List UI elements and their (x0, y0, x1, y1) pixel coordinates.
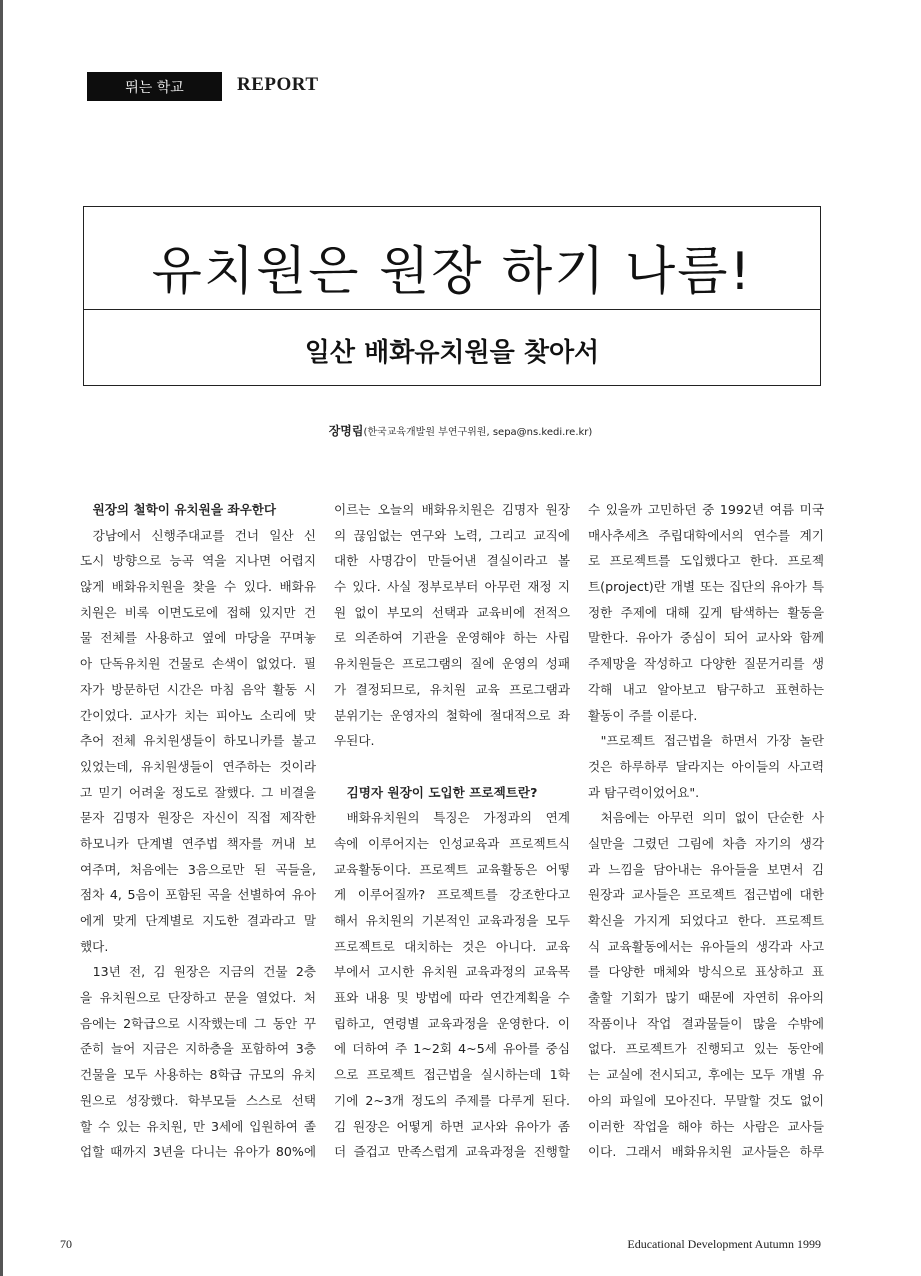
article-line: 속에 이루어지는 인성교육과 프로젝트식 (334, 835, 570, 851)
article-line: 표와 내용 및 방법에 따라 연간계획을 수 (334, 990, 570, 1006)
page-spine-edge (0, 0, 3, 1276)
article-line: 하모니카 단계별 연주법 책자를 꺼내 보 (80, 835, 316, 851)
article-line: 도시 방향으로 능곡 역을 지나면 어렵지 (80, 553, 316, 569)
section-tag: 뛰는 학교 (87, 72, 222, 101)
article-line: 과 느낌을 담아내는 유아들을 보면서 김 (588, 861, 824, 877)
article-line: 이러한 작업을 해야 하는 사람은 교사들 (588, 1118, 824, 1134)
section-heading: 원장의 철학이 유치원을 좌우한다 (80, 502, 277, 517)
article-line: 유치원들은 프로그램의 질에 운영의 성패 (334, 656, 570, 672)
article-line: 가 결정되므로, 유치원 교육 프로그램과 (334, 681, 570, 697)
article-line: 건물을 모두 사용하는 8학급 규모의 유치 (80, 1067, 316, 1083)
article-line: 우된다. (334, 733, 375, 749)
article-line: 추어 전체 유치원생들이 하모니카를 불고 (80, 733, 316, 749)
article-line: 과 탐구력이었어요". (588, 784, 700, 800)
article-line: 13년 전, 김 원장은 지금의 건물 2층 (80, 964, 316, 980)
article-line: 립하고, 연령별 교육과정을 운영한다. 이 (334, 1015, 570, 1031)
article-line: 이다. 그래서 배화유치원 교사들은 하루 (588, 1144, 824, 1160)
article-line: 아의 파일에 모아진다. 무말할 것도 없이 (588, 1092, 824, 1108)
article-line: 아 단독유치원 건물로 손색이 없었다. 필 (80, 656, 316, 672)
page-subtitle: 일산 배화유치원을 찾아서 (304, 338, 600, 368)
article-line: 고 믿기 어려울 정도로 잘했다. 그 비결을 (80, 784, 316, 800)
article-column-1 (80, 497, 316, 1165)
article-line: 교육활동이다. 프로젝트 교육활동은 어떻 (334, 861, 570, 877)
article-line: 말한다. 유아가 중심이 되어 교사와 함께 (588, 630, 824, 646)
article-line: 원장과 교사들은 프로젝트 접근법에 대한 (588, 887, 824, 903)
article-line: 으로 프로젝트 접근법을 실시하는데 1학 (334, 1067, 570, 1083)
report-label: REPORT (237, 74, 319, 95)
article-line: 준히 늘어 지금은 지하층을 포함하여 3층 (80, 1041, 316, 1057)
article-line: 기에 2~3개 정도의 주제를 다루게 된다. (334, 1092, 570, 1108)
article-line: 음에는 2학급으로 시작했는데 그 동안 꾸 (80, 1015, 316, 1031)
title-divider (84, 309, 820, 310)
article-line: 할 수 있는 유치원, 만 3세에 입원하여 졸 (80, 1118, 316, 1134)
article-line: 있었는데, 유치원생들이 연주하는 것이라 (80, 758, 316, 774)
author-affiliation: (한국교육개발원 부연구위원, sepa@ns.kedi.re.kr) (363, 427, 593, 438)
article-line: 작품이나 작업 결과물들이 많을 수밖에 (588, 1015, 824, 1031)
article-line: 수 있을까 고민하던 중 1992년 여름 미국 (588, 502, 824, 517)
article-line: 주제망을 작성하고 다양한 질문거리를 생 (588, 656, 824, 672)
article-line: 여주며, 처음에는 3음으로만 된 곡들을, (80, 861, 316, 877)
article-line: 트(project)란 개별 또는 집단의 유아가 특 (588, 579, 824, 595)
title-box (83, 206, 821, 386)
article-line: 수 있다. 사실 정부로부터 아무런 재정 지 (334, 579, 570, 595)
article-line: 했다. (80, 938, 109, 954)
article-line: 을 유치원으로 단장하고 문을 열었다. 처 (80, 990, 316, 1006)
article-column-2 (334, 497, 570, 1165)
article-line: 부에서 고시한 유치원 교육과정의 교육목 (334, 964, 570, 980)
article-line: 로 프로젝트를 도입했다고 한다. 프로젝 (588, 553, 824, 569)
article-line: 더 즐겁고 만족스럽게 교육과정을 진행할 (334, 1144, 570, 1160)
article-line: 를 다양한 매체와 방식으로 표상하고 표 (588, 964, 824, 980)
article-line: 해서 유치원의 기본적인 교육과정을 모두 (334, 913, 570, 928)
article-line: 매사추세츠 주립대학에서의 연수를 계기 (588, 527, 824, 543)
page-title: 유치원은 원장 하기 나름! (151, 242, 753, 302)
section-heading: 김명자 원장이 도입한 프로젝트란? (334, 784, 538, 800)
article-line: 정한 주제에 대해 깊게 탐색하는 활동을 (588, 604, 824, 620)
paragraph-gap (334, 754, 570, 780)
article-line: 업할 때까지 3년을 다니는 유아가 80%에 (80, 1144, 316, 1160)
article-line: 프로젝트로 대치하는 것은 아니다. 교육 (334, 938, 570, 954)
article-line: 묻자 김명자 원장은 자신이 직접 제작한 (80, 810, 316, 826)
article-line: 않게 배화유치원을 찾을 수 있다. 배화유 (80, 579, 316, 595)
article-line: 는 교실에 전시되고, 후에는 모두 개별 유 (588, 1067, 824, 1083)
byline (0, 422, 921, 439)
article-line: 처음에는 아무런 의미 없이 단순한 사 (588, 810, 824, 826)
article-line: 게 이루어질까? 프로젝트를 강조한다고 (334, 887, 570, 903)
article-line: 확신을 가지게 되었다고 한다. 프로젝트 (588, 913, 824, 928)
page-number: 70 (60, 1237, 72, 1251)
article-line: 의 끊임없는 연구와 노력, 그리고 교직에 (334, 527, 570, 543)
article-line: 이르는 오늘의 배화유치원은 김명자 원장 (334, 502, 570, 517)
article-line: 에 더하여 주 1~2회 4~5세 유아를 중심 (334, 1041, 570, 1057)
article-line: 간이었다. 교사가 치는 피아노 소리에 맞 (80, 707, 316, 723)
article-line: 대한 사명감이 만들어낸 결실이라고 볼 (334, 553, 570, 569)
article-line: 에게 맞게 단계별로 지도한 결과라고 말 (80, 913, 316, 928)
article-line: 배화유치원의 특징은 가정과의 연계 (334, 810, 570, 826)
article-line: 치원은 비록 이면도로에 접해 있지만 건 (80, 604, 316, 620)
author-name: 장명림 (328, 424, 364, 438)
article-line: 강남에서 신행주대교를 건너 일산 신 (80, 527, 316, 543)
article-line: 없다. 프로젝트가 진행되고 있는 동안에 (588, 1041, 824, 1057)
article-line: 원으로 성장했다. 학부모들 스스로 선택 (80, 1092, 316, 1108)
article-line: 분위기는 운영자의 철학에 절대적으로 좌 (334, 707, 570, 723)
article-line: 점차 4, 5음이 포함된 곡을 선별하여 유아 (80, 887, 316, 903)
article-line: 실만을 그렸던 그림에 차츰 자기의 생각 (588, 835, 824, 851)
article-line: 로 의존하여 기관을 운영해야 하는 사립 (334, 630, 570, 646)
article-line: "프로젝트 접근법을 하면서 가장 놀란 (588, 733, 824, 749)
article-column-3 (588, 497, 824, 1165)
article-line: 출할 기회가 많기 때문에 자연히 유아의 (588, 990, 824, 1006)
article-line: 식 교육활동에서는 유아들의 생각과 사고 (588, 938, 824, 954)
article-line: 김 원장은 어떻게 하면 교사와 유아가 좀 (334, 1118, 570, 1134)
magazine-footer: Educational Development Autumn 1999 (627, 1237, 821, 1251)
article-line: 활동이 주를 이룬다. (588, 707, 698, 723)
article-line: 원 없이 부모의 선택과 교육비에 전적으 (334, 604, 570, 620)
article-line: 것은 하루하루 달라지는 아이들의 사고력 (588, 758, 824, 774)
article-line: 물 전체를 사용하고 옆에 마당을 꾸며놓 (80, 630, 316, 646)
article-line: 각해 내고 알아보고 탐구하고 표현하는 (588, 681, 824, 697)
article-line: 자가 방문하던 시간은 마침 음악 활동 시 (80, 681, 316, 697)
